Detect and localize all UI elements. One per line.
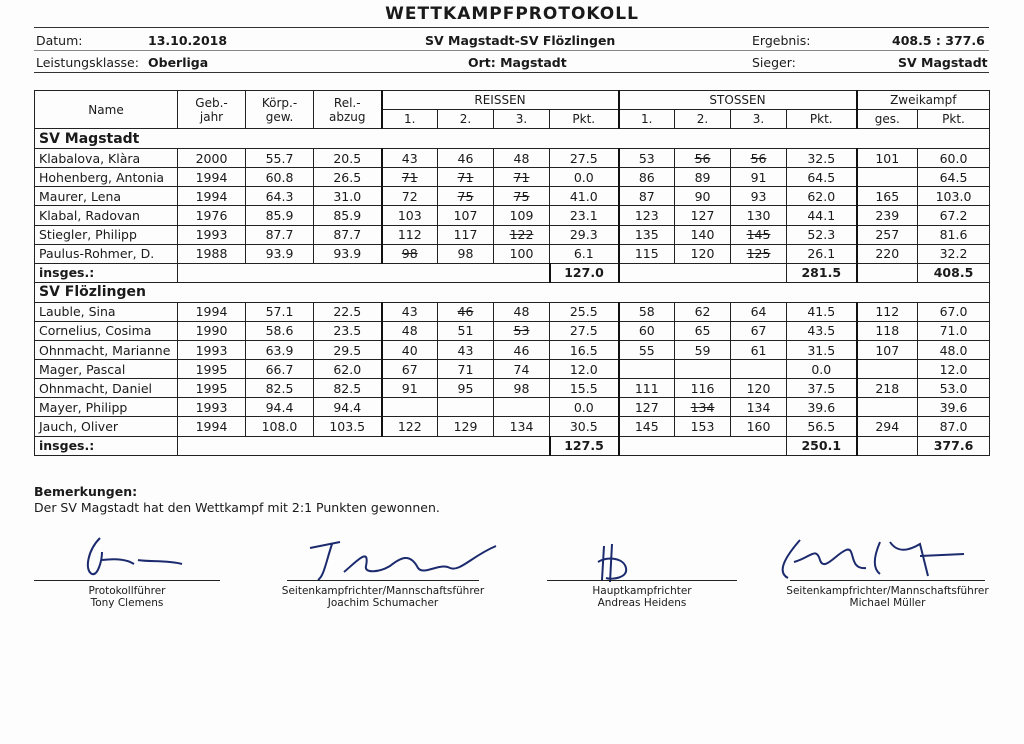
relative-deduction: 93.9: [314, 244, 382, 263]
total-blank-1: [178, 436, 550, 455]
header-bottom-rule: [34, 72, 989, 73]
total-points: 60.0: [918, 149, 990, 168]
total-kg: 257: [857, 225, 918, 244]
signature-3-role: Hauptkampfrichter: [592, 585, 692, 597]
relative-deduction: 94.4: [314, 398, 382, 417]
clean-jerk-attempt-2: 120: [675, 244, 731, 263]
total-kg: [857, 360, 918, 379]
col-zpkt: Pkt.: [918, 110, 990, 129]
relative-deduction: 103.5: [314, 417, 382, 436]
clean-jerk-points: 26.1: [787, 244, 857, 263]
snatch-attempt-2: [438, 302, 494, 321]
total-kg: [857, 398, 918, 417]
athlete-name: Jauch, Oliver: [35, 417, 178, 436]
clean-jerk-attempt-1: 86: [619, 168, 675, 187]
snatch-attempt-1: 43: [382, 302, 438, 321]
snatch-attempt-2-invalid: 46: [457, 304, 474, 320]
total-points: 53.0: [918, 379, 990, 398]
clean-jerk-attempt-3: 61: [731, 341, 787, 360]
col-r1: 1.: [382, 110, 438, 129]
body-weight: 93.9: [246, 244, 314, 263]
relative-deduction: 85.9: [314, 206, 382, 225]
snatch-attempt-1: [382, 168, 438, 187]
clean-jerk-attempt-2: 65: [675, 321, 731, 340]
athlete-row: [35, 398, 990, 417]
snatch-attempt-2: [438, 168, 494, 187]
birth-year: 1993: [178, 398, 246, 417]
snatch-attempt-3: [494, 398, 550, 417]
col-name: Name: [35, 91, 178, 129]
clean-jerk-attempt-3: 130: [731, 206, 787, 225]
birth-year: 1994: [178, 417, 246, 436]
body-weight: 58.6: [246, 321, 314, 340]
athlete-name: Klabal, Radovan: [35, 206, 178, 225]
athlete-name: Hohenberg, Antonia: [35, 168, 178, 187]
sieger-label: Sieger:: [752, 55, 796, 70]
total-kg: 239: [857, 206, 918, 225]
snatch-attempt-3: [494, 321, 550, 340]
clean-jerk-attempt-2: 140: [675, 225, 731, 244]
athlete-name: Paulus-Rohmer, D.: [35, 244, 178, 263]
snatch-points: 27.5: [550, 321, 619, 340]
snatch-attempt-1-invalid: 98: [401, 246, 418, 262]
clean-jerk-points: 37.5: [787, 379, 857, 398]
birth-year: 1994: [178, 168, 246, 187]
team-row: [35, 129, 990, 149]
col-gew: Körp.- gew.: [246, 91, 314, 129]
birth-year: 2000: [178, 149, 246, 168]
clean-jerk-attempt-2: 62: [675, 302, 731, 321]
signature-2-scribble: [300, 532, 500, 584]
body-weight: 94.4: [246, 398, 314, 417]
snatch-attempt-3: 100: [494, 244, 550, 263]
snatch-attempt-3: 48: [494, 149, 550, 168]
birth-year: 1994: [178, 187, 246, 206]
total-label: insges.:: [35, 263, 178, 282]
athlete-name: Ohnmacht, Marianne: [35, 341, 178, 360]
clean-jerk-attempt-3-invalid: 125: [746, 246, 771, 262]
snatch-attempt-3: 98: [494, 379, 550, 398]
signature-4-name: Michael Müller: [849, 597, 926, 609]
signature-2-role: Seitenkampfrichter/Mannschaftsführer: [281, 585, 485, 597]
clean-jerk-points: 62.0: [787, 187, 857, 206]
clean-jerk-points: 52.3: [787, 225, 857, 244]
total-kg: 165: [857, 187, 918, 206]
snatch-attempt-1: 122: [382, 417, 438, 436]
total-kg: [857, 168, 918, 187]
snatch-attempt-2: [438, 187, 494, 206]
total-points: 103.0: [918, 187, 990, 206]
clean-jerk-attempt-2: 90: [675, 187, 731, 206]
snatch-attempt-2: 43: [438, 341, 494, 360]
clean-jerk-attempt-1: 135: [619, 225, 675, 244]
body-weight: 85.9: [246, 206, 314, 225]
ergebnis-value: 408.5 : 377.6: [892, 33, 985, 48]
col-abzug: Rel.- abzug: [314, 91, 382, 129]
signature-4-scribble: [770, 532, 970, 584]
total-points: 81.6: [918, 225, 990, 244]
snatch-points: 15.5: [550, 379, 619, 398]
relative-deduction: 23.5: [314, 321, 382, 340]
team-name: SV Magstadt: [35, 129, 990, 149]
total-points: 39.6: [918, 398, 990, 417]
relative-deduction: 87.7: [314, 225, 382, 244]
clean-jerk-attempt-3: 93: [731, 187, 787, 206]
results-body: [35, 129, 990, 455]
clean-jerk-attempt-1: 87: [619, 187, 675, 206]
clean-jerk-attempt-1: 58: [619, 302, 675, 321]
athlete-row: [35, 379, 990, 398]
snatch-attempt-3: 109: [494, 206, 550, 225]
total-blank-1: [178, 263, 550, 282]
birth-year: 1976: [178, 206, 246, 225]
athlete-row: [35, 168, 990, 187]
relative-deduction: 22.5: [314, 302, 382, 321]
col-jahr: Geb.- jahr: [178, 91, 246, 129]
body-weight: 82.5: [246, 379, 314, 398]
snatch-attempt-3: [494, 187, 550, 206]
snatch-points: 23.1: [550, 206, 619, 225]
total-points: 48.0: [918, 341, 990, 360]
snatch-attempt-2: 51: [438, 321, 494, 340]
clean-jerk-points: 41.5: [787, 302, 857, 321]
clean-jerk-points: 39.6: [787, 398, 857, 417]
total-blank-2: [619, 263, 787, 282]
relative-deduction: 29.5: [314, 341, 382, 360]
body-weight: 108.0: [246, 417, 314, 436]
snatch-attempt-2-invalid: 75: [457, 188, 474, 204]
athlete-row: [35, 341, 990, 360]
signature-3-name: Andreas Heidens: [597, 597, 687, 609]
total-points: 67.0: [918, 302, 990, 321]
athlete-row: [35, 360, 990, 379]
total-kg: 294: [857, 417, 918, 436]
athlete-row: [35, 321, 990, 340]
clean-jerk-attempt-1: 53: [619, 149, 675, 168]
signature-2-name: Joachim Schumacher: [327, 597, 439, 609]
signature-3-scribble: [588, 540, 638, 584]
clean-jerk-points: 43.5: [787, 321, 857, 340]
clean-jerk-attempt-2-invalid: 134: [690, 399, 715, 415]
body-weight: 63.9: [246, 341, 314, 360]
athlete-name: Klabalova, Klàra: [35, 149, 178, 168]
total-points: 64.5: [918, 168, 990, 187]
header-mid-rule: [34, 50, 989, 51]
athlete-row: [35, 206, 990, 225]
snatch-attempt-3: 48: [494, 302, 550, 321]
birth-year: 1993: [178, 225, 246, 244]
clean-jerk-attempt-1: 115: [619, 244, 675, 263]
snatch-attempt-1: 91: [382, 379, 438, 398]
clean-jerk-attempt-3: 91: [731, 168, 787, 187]
snatch-points: 29.3: [550, 225, 619, 244]
total-snatch: 127.5: [550, 436, 619, 455]
clean-jerk-attempt-2-invalid: 56: [694, 150, 711, 166]
clean-jerk-attempt-1: 60: [619, 321, 675, 340]
athlete-name: Maurer, Lena: [35, 187, 178, 206]
snatch-points: 6.1: [550, 244, 619, 263]
col-zweikampf: Zweikampf: [857, 91, 990, 110]
clean-jerk-points: 31.5: [787, 341, 857, 360]
total-kg: 118: [857, 321, 918, 340]
sieger-value: SV Magstadt: [898, 55, 988, 70]
snatch-attempt-2: [438, 398, 494, 417]
ergebnis-label: Ergebnis:: [752, 33, 811, 48]
clean-jerk-points: 32.5: [787, 149, 857, 168]
birth-year: 1988: [178, 244, 246, 263]
birth-year: 1994: [178, 302, 246, 321]
datum-label: Datum:: [36, 33, 83, 48]
snatch-attempt-2: 71: [438, 360, 494, 379]
page-title: WETTKAMPFPROTOKOLL: [385, 4, 639, 24]
total-kg: 218: [857, 379, 918, 398]
snatch-attempt-2: 46: [438, 149, 494, 168]
athlete-name: Stiegler, Philipp: [35, 225, 178, 244]
snatch-attempt-2: 95: [438, 379, 494, 398]
relative-deduction: 20.5: [314, 149, 382, 168]
snatch-attempt-3: [494, 225, 550, 244]
total-kg: 220: [857, 244, 918, 263]
total-points: 71.0: [918, 321, 990, 340]
total-clean-jerk: 250.1: [787, 436, 857, 455]
team-name: SV Flözlingen: [35, 282, 990, 302]
snatch-attempt-2: 129: [438, 417, 494, 436]
clean-jerk-attempt-1: [619, 360, 675, 379]
signature-1-role: Protokollführer: [88, 585, 166, 597]
snatch-attempt-1: 103: [382, 206, 438, 225]
snatch-attempt-1: 72: [382, 187, 438, 206]
clean-jerk-attempt-3: [731, 149, 787, 168]
body-weight: 66.7: [246, 360, 314, 379]
snatch-attempt-1: 112: [382, 225, 438, 244]
ort-value: Ort: Magstadt: [468, 55, 567, 70]
remarks-text: Der SV Magstadt hat den Wettkampf mit 2:1 Punkten gewonnen.: [34, 500, 440, 515]
body-weight: 64.3: [246, 187, 314, 206]
team-total-row: [35, 436, 990, 455]
total-points: 87.0: [918, 417, 990, 436]
klasse-label: Leistungsklasse:: [36, 55, 139, 70]
snatch-attempt-3-invalid: 122: [509, 227, 534, 243]
col-s2: 2.: [675, 110, 731, 129]
col-reissen: REISSEN: [382, 91, 619, 110]
signature-1-line: [34, 580, 220, 581]
clean-jerk-points: 44.1: [787, 206, 857, 225]
col-rpkt: Pkt.: [550, 110, 619, 129]
signature-3-line: [547, 580, 737, 581]
snatch-points: 27.5: [550, 149, 619, 168]
birth-year: 1995: [178, 379, 246, 398]
athlete-name: Cornelius, Cosima: [35, 321, 178, 340]
col-stossen: STOSSEN: [619, 91, 857, 110]
signature-2-line: [287, 580, 479, 581]
athlete-name: Ohnmacht, Daniel: [35, 379, 178, 398]
relative-deduction: 26.5: [314, 168, 382, 187]
datum-value: 13.10.2018: [148, 33, 228, 48]
total-zweikampf: 408.5: [918, 263, 990, 282]
col-s1: 1.: [619, 110, 675, 129]
signature-1-scribble: [78, 530, 188, 582]
total-kg: 107: [857, 341, 918, 360]
athlete-name: Mager, Pascal: [35, 360, 178, 379]
athlete-name: Mayer, Philipp: [35, 398, 178, 417]
clean-jerk-attempt-1: 111: [619, 379, 675, 398]
snatch-points: 12.0: [550, 360, 619, 379]
relative-deduction: 82.5: [314, 379, 382, 398]
clean-jerk-attempt-3: 67: [731, 321, 787, 340]
clean-jerk-attempt-3-invalid: 145: [746, 227, 771, 243]
snatch-points: 0.0: [550, 398, 619, 417]
snatch-points: 0.0: [550, 168, 619, 187]
body-weight: 60.8: [246, 168, 314, 187]
total-points: 32.2: [918, 244, 990, 263]
snatch-points: 16.5: [550, 341, 619, 360]
total-blank-2: [619, 436, 787, 455]
birth-year: 1993: [178, 341, 246, 360]
relative-deduction: 31.0: [314, 187, 382, 206]
clean-jerk-attempt-3: [731, 360, 787, 379]
total-kg: 112: [857, 302, 918, 321]
snatch-attempt-2: 117: [438, 225, 494, 244]
col-r2: 2.: [438, 110, 494, 129]
clean-jerk-attempt-2: 153: [675, 417, 731, 436]
birth-year: 1995: [178, 360, 246, 379]
athlete-row: [35, 417, 990, 436]
clean-jerk-attempt-2: [675, 360, 731, 379]
clean-jerk-attempt-2: [675, 149, 731, 168]
snatch-attempt-1: [382, 398, 438, 417]
snatch-attempt-1: 40: [382, 341, 438, 360]
athlete-row: [35, 149, 990, 168]
col-spkt: Pkt.: [787, 110, 857, 129]
clean-jerk-attempt-3: [731, 225, 787, 244]
total-label: insges.:: [35, 436, 178, 455]
snatch-attempt-3: 74: [494, 360, 550, 379]
athlete-name: Lauble, Sina: [35, 302, 178, 321]
clean-jerk-attempt-2: 127: [675, 206, 731, 225]
clean-jerk-points: 64.5: [787, 168, 857, 187]
snatch-attempt-2: 107: [438, 206, 494, 225]
athlete-row: [35, 225, 990, 244]
snatch-attempt-3-invalid: 71: [513, 169, 530, 185]
clean-jerk-attempt-2: [675, 398, 731, 417]
snatch-points: 41.0: [550, 187, 619, 206]
total-clean-jerk: 281.5: [787, 263, 857, 282]
clean-jerk-attempt-2: 59: [675, 341, 731, 360]
birth-year: 1990: [178, 321, 246, 340]
snatch-attempt-3: 134: [494, 417, 550, 436]
athlete-row: [35, 302, 990, 321]
clean-jerk-attempt-1: 145: [619, 417, 675, 436]
signature-4-line: [790, 580, 985, 581]
total-zweikampf: 377.6: [918, 436, 990, 455]
clean-jerk-attempt-3: 120: [731, 379, 787, 398]
col-s3: 3.: [731, 110, 787, 129]
snatch-attempt-1-invalid: 71: [401, 169, 418, 185]
team-total-row: [35, 263, 990, 282]
snatch-attempt-1: 67: [382, 360, 438, 379]
snatch-attempt-1: [382, 244, 438, 263]
clean-jerk-attempt-2: 116: [675, 379, 731, 398]
athlete-row: [35, 244, 990, 263]
athlete-row: [35, 187, 990, 206]
clean-jerk-attempt-3-invalid: 56: [750, 150, 767, 166]
results-table: [34, 90, 990, 456]
header-top-rule: [34, 27, 989, 28]
clean-jerk-attempt-2: 89: [675, 168, 731, 187]
header-row-1: [35, 91, 990, 110]
clean-jerk-attempt-3: [731, 244, 787, 263]
relative-deduction: 62.0: [314, 360, 382, 379]
clean-jerk-points: 0.0: [787, 360, 857, 379]
col-r3: 3.: [494, 110, 550, 129]
total-snatch: 127.0: [550, 263, 619, 282]
total-points: 12.0: [918, 360, 990, 379]
clean-jerk-attempt-3: 134: [731, 398, 787, 417]
snatch-attempt-3-invalid: 75: [513, 188, 530, 204]
body-weight: 55.7: [246, 149, 314, 168]
match-title: SV Magstadt-SV Flözlingen: [425, 33, 616, 48]
remarks-heading: Bemerkungen:: [34, 484, 138, 499]
clean-jerk-attempt-1: 123: [619, 206, 675, 225]
snatch-points: 30.5: [550, 417, 619, 436]
total-kg: 101: [857, 149, 918, 168]
snatch-points: 25.5: [550, 302, 619, 321]
clean-jerk-points: 56.5: [787, 417, 857, 436]
snatch-attempt-3: 46: [494, 341, 550, 360]
col-ges: ges.: [857, 110, 918, 129]
snatch-attempt-3: [494, 168, 550, 187]
team-row: [35, 282, 990, 302]
signature-1-name: Tony Clemens: [90, 597, 164, 609]
snatch-attempt-1: 48: [382, 321, 438, 340]
snatch-attempt-1: 43: [382, 149, 438, 168]
clean-jerk-attempt-3: 64: [731, 302, 787, 321]
klasse-value: Oberliga: [148, 55, 209, 70]
total-blank-3: [857, 436, 918, 455]
clean-jerk-attempt-3: 160: [731, 417, 787, 436]
signature-4-role: Seitenkampfrichter/Mannschaftsführer: [786, 585, 989, 597]
total-points: 67.2: [918, 206, 990, 225]
snatch-attempt-2-invalid: 71: [457, 169, 474, 185]
body-weight: 87.7: [246, 225, 314, 244]
snatch-attempt-2: 98: [438, 244, 494, 263]
clean-jerk-attempt-1: 127: [619, 398, 675, 417]
body-weight: 57.1: [246, 302, 314, 321]
total-blank-3: [857, 263, 918, 282]
snatch-attempt-3-invalid: 53: [513, 323, 530, 339]
clean-jerk-attempt-1: 55: [619, 341, 675, 360]
